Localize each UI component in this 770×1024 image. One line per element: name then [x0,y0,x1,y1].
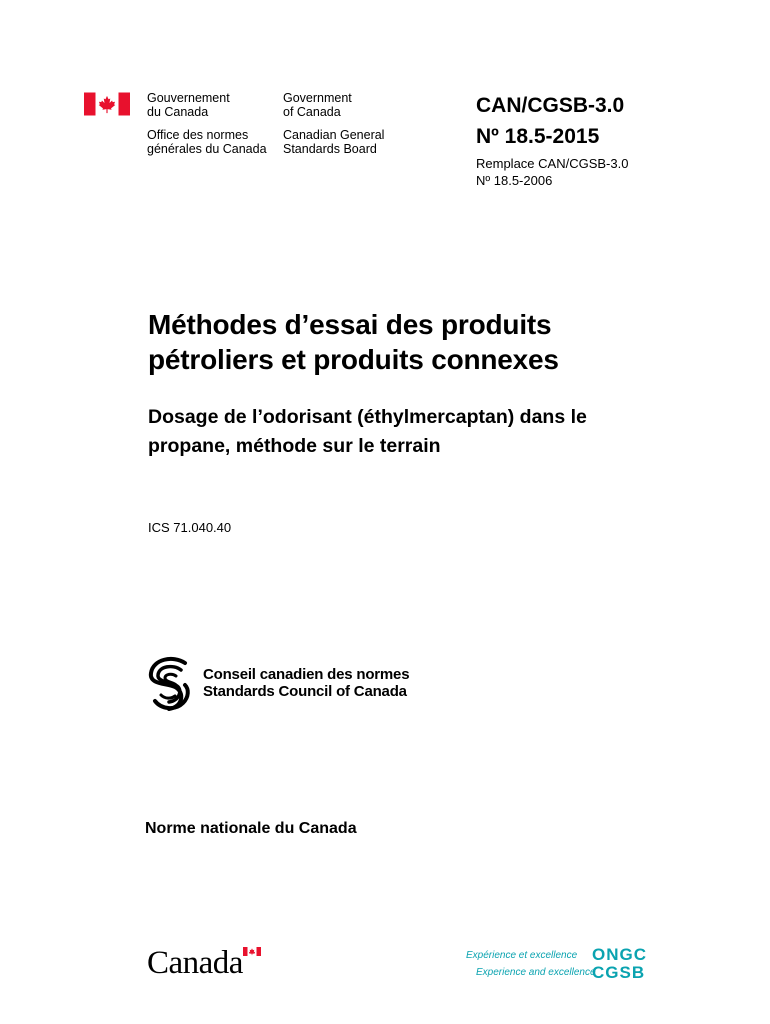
national-standard-label: Norme nationale du Canada [145,820,357,837]
motto-en: Experience and excellence [476,967,596,978]
office-fr-line2: générales du Canada [147,141,267,156]
wordmark-flag-icon [243,947,261,956]
scc-name-fr: Conseil canadien des normes [203,666,410,683]
office-fr-line1: Office des normes [147,128,249,142]
gov-fr-line1: Gouvernement [147,91,230,105]
scc-name [203,666,409,700]
ics-code: ICS 71.040.40 [148,520,232,535]
replaces-line1: Remplace CAN/CGSB-3.0 [476,156,629,171]
title-line1: Méthodes d’essai des produits [148,309,552,340]
gov-fr-line2: du Canada [147,104,209,119]
motto-fr: Expérience et excellence [466,950,578,961]
office-fr-block [147,129,267,156]
ongc-cgsb-logo [592,944,664,980]
gov-en-block [283,92,352,119]
standard-number-line2: Nº 18.5-2015 [476,125,600,148]
standard-number-line1: CAN/CGSB-3.0 [476,94,625,117]
cgsb-logo-top: ONGC [592,945,647,964]
replaces-line2: Nº 18.5-2006 [476,173,553,188]
canada-wordmark-text: Canada [147,945,243,981]
canada-flag-icon [84,92,130,116]
title-line2: pétroliers et produits connexes [148,344,559,375]
subtitle-line1: Dosage de l’odorisant (éthylmercaptan) dans le [148,406,587,428]
cgsb-logo-bottom: CGSB [592,963,646,980]
office-en-line1: Canadian General [283,128,385,142]
replaces-note [476,155,628,189]
gov-en-line2: of Canada [283,104,341,119]
scc-name-en: Standards Council of Canada [203,683,407,700]
gov-en-line1: Government [283,91,352,105]
office-en-line2: Standards Board [283,141,377,156]
scc-swirl-logo [145,655,195,713]
subtitle-line2: propane, méthode sur le terrain [148,435,441,457]
standard-number [476,90,624,152]
canada-wordmark [147,945,267,981]
page-subtitle [148,403,587,461]
gov-fr-block [147,92,230,119]
office-en-block [283,129,384,156]
page-title [148,307,559,377]
